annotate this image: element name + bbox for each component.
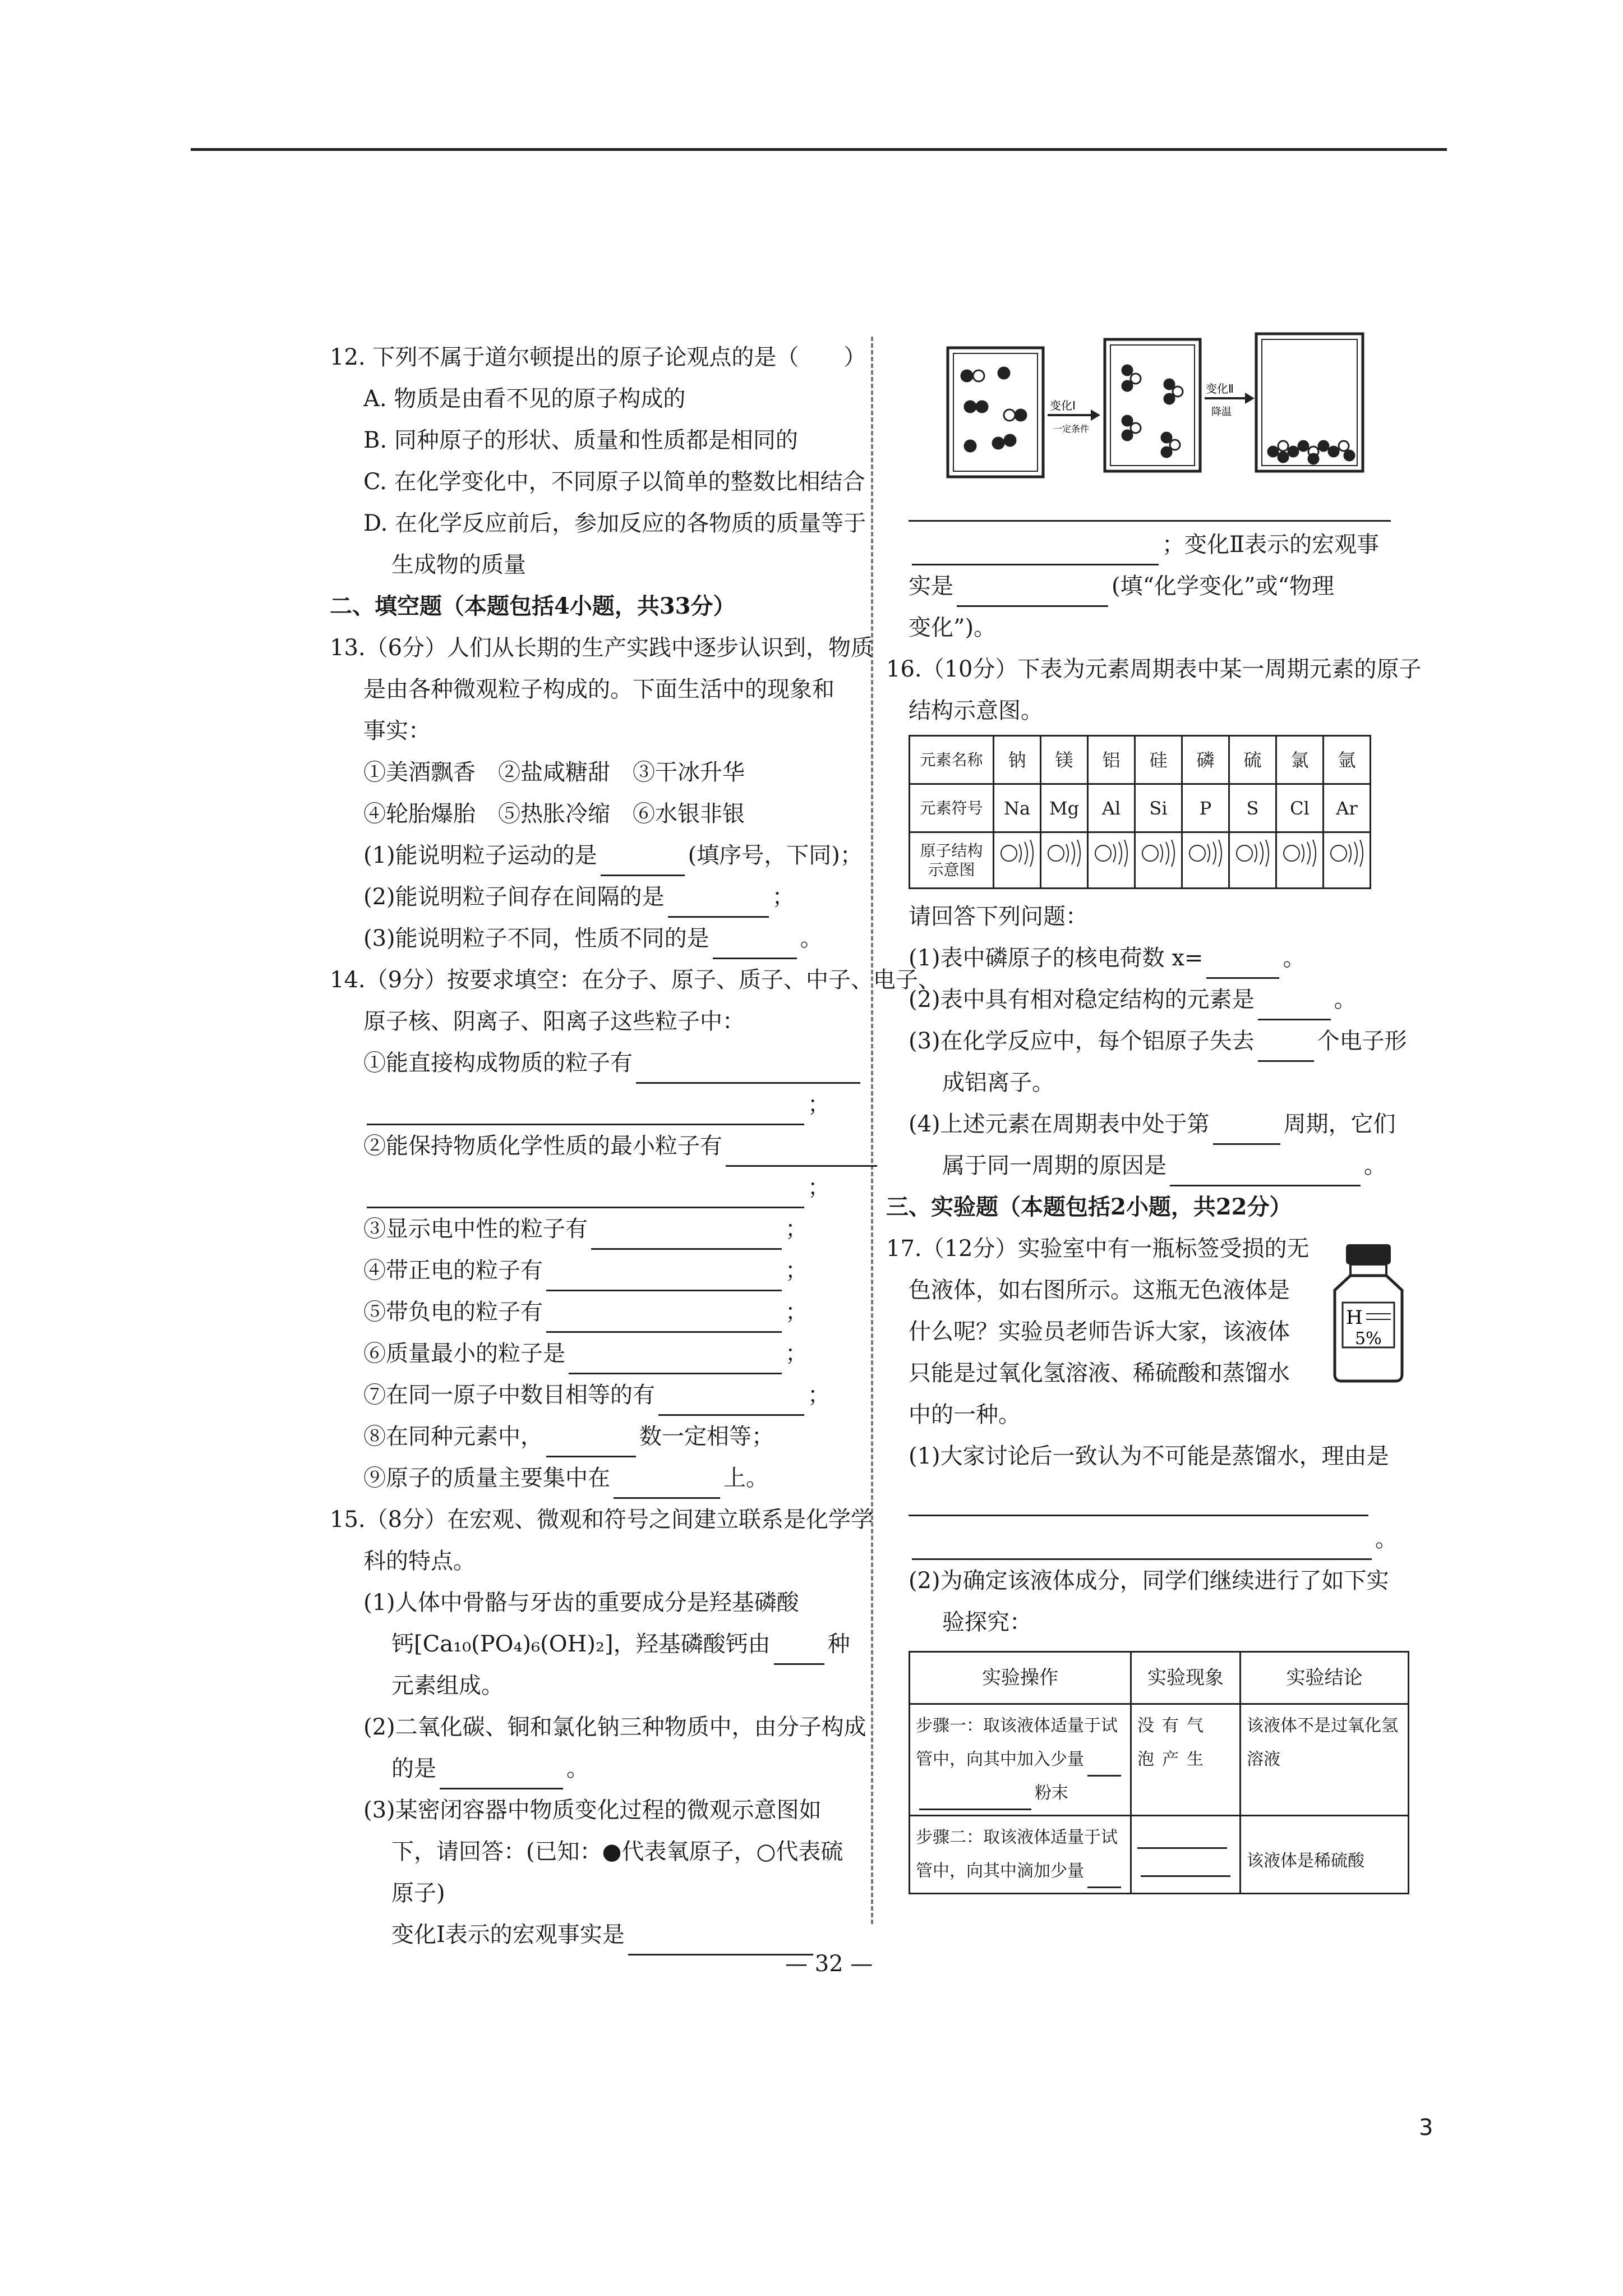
col-header-operation: 实验操作 bbox=[910, 1652, 1131, 1704]
q13-sub-1: (1)能说明粒子运动的是 (填序号，下同)； bbox=[330, 835, 851, 876]
step1-conclusion: 该液体不是过氧化氢溶液 bbox=[1241, 1704, 1409, 1816]
answer-blank[interactable] bbox=[1087, 1754, 1121, 1777]
answer-blank[interactable] bbox=[614, 1473, 720, 1499]
svg-text:变化Ⅱ: 变化Ⅱ bbox=[1206, 382, 1234, 395]
step2-conclusion: 该液体是稀硫酸 bbox=[1241, 1816, 1409, 1894]
q16-sub-4-end: 属于同一周期的原因是 。 bbox=[909, 1145, 1424, 1186]
q15-change2-question: 实是 (填“化学变化”或“物理 bbox=[909, 565, 1424, 607]
answer-blank[interactable] bbox=[912, 540, 1159, 565]
q13-sub-3: (3)能说明粒子不同，性质不同的是 。 bbox=[330, 918, 851, 959]
answer-blank[interactable] bbox=[367, 1099, 804, 1125]
step1-operation: 步骤一：取该液体适量于试 管中，向其中加入少量 粉末 bbox=[910, 1704, 1131, 1816]
q12-stem: 12. 下列不属于道尔顿提出的原子论观点的是（ ） bbox=[330, 344, 866, 370]
q12-option-d-cont: 生成物的质量 bbox=[391, 552, 526, 578]
answer-blank[interactable] bbox=[726, 1141, 877, 1167]
q13-stem-1: 13.（6分）人们从长期的生产实践中逐步认识到，物质 bbox=[330, 635, 874, 661]
q12-option-b: B. 同种原子的形状、质量和性质都是相同的 bbox=[363, 427, 798, 453]
q14-sub-7: ⑦在同一原子中数目相等的有 ； bbox=[330, 1374, 851, 1416]
micro-process-diagram bbox=[909, 325, 1413, 482]
q14-sub-4: ④带正电的粒子有 ； bbox=[330, 1250, 851, 1291]
answer-blank[interactable] bbox=[1141, 1855, 1230, 1877]
atom-structure-diagram bbox=[1229, 832, 1276, 889]
q16-prompt: 请回答下列问题： bbox=[909, 904, 1088, 930]
reagent-bottle-illustration bbox=[1324, 1240, 1413, 1388]
q13-stem-3: 事实： bbox=[363, 718, 431, 744]
q13-sub-2: (2)能说明粒子间存在间隔的是 ； bbox=[330, 876, 851, 918]
q13-stem-2: 是由各种微观粒子构成的。下面生活中的现象和 bbox=[363, 677, 834, 702]
answer-blank[interactable] bbox=[713, 933, 797, 959]
step2-phenomenon bbox=[1131, 1816, 1241, 1894]
q14-sub-3: ③显示电中性的粒子有 ； bbox=[330, 1208, 851, 1250]
q17-sub-2: (2)为确定该液体成分，同学们继续进行了如下实 bbox=[909, 1568, 1389, 1594]
answer-blank[interactable] bbox=[546, 1432, 636, 1457]
q16-sub-3: (3)在化学反应中，每个铝原子失去 个电子形 bbox=[909, 1020, 1424, 1062]
q14-stem-2: 原子核、阴离子、阳离子这些粒子中： bbox=[363, 1009, 745, 1034]
atom-structure-diagram bbox=[1276, 832, 1324, 889]
svg-text:降温: 降温 bbox=[1211, 406, 1232, 418]
element-name: 硅 bbox=[1135, 736, 1182, 784]
q15-sub-1-formula: 钙[Ca₁₀(PO₄)₆(OH)₂]，羟基磷酸钙由 种 bbox=[330, 1623, 851, 1665]
element-symbol: Cl bbox=[1276, 784, 1324, 832]
atom-structure-diagram bbox=[1088, 832, 1135, 889]
answer-blank[interactable] bbox=[658, 1390, 804, 1416]
left-column bbox=[330, 337, 941, 1955]
answer-blank[interactable] bbox=[636, 1058, 860, 1084]
element-symbol: Si bbox=[1135, 784, 1182, 832]
answer-blank[interactable] bbox=[1213, 1119, 1280, 1145]
answer-blank[interactable] bbox=[591, 1224, 782, 1250]
page-number: — 32 — bbox=[785, 1951, 873, 1977]
arrow-change-2 bbox=[1205, 382, 1255, 418]
q16-stem-1: 16.（10分）下表为元素周期表中某一周期元素的原子 bbox=[886, 656, 1422, 682]
bottle-label-percent: 5% bbox=[1355, 1329, 1382, 1349]
right-column bbox=[886, 337, 1424, 1894]
container-before bbox=[948, 348, 1043, 477]
q17-sub-1-line2: 。 bbox=[909, 1519, 1424, 1560]
q15-change2-end: 变化”)。 bbox=[909, 615, 997, 641]
atom-structure-diagram bbox=[1182, 832, 1229, 889]
q14-sub-1-cont: ； bbox=[330, 1084, 851, 1125]
q13-options-2: ④轮胎爆胎 ⑤热胀冷缩 ⑥水银非银 bbox=[363, 801, 745, 827]
row-head-symbol: 元素符号 bbox=[910, 784, 994, 832]
experiment-table bbox=[909, 1651, 1409, 1894]
element-name: 氩 bbox=[1324, 736, 1371, 784]
q14-sub-6: ⑥质量最小的粒子是 ； bbox=[330, 1333, 851, 1374]
atom-structure-diagram bbox=[1135, 832, 1182, 889]
answer-blank[interactable] bbox=[912, 1534, 1372, 1560]
q14-sub-9: ⑨原子的质量主要集中在 上。 bbox=[330, 1457, 851, 1499]
atom-structure-diagram bbox=[1324, 832, 1371, 889]
q14-sub-2-cont: ； bbox=[330, 1167, 851, 1208]
container-after-change-1 bbox=[1105, 339, 1200, 471]
element-symbol: P bbox=[1182, 784, 1229, 832]
answer-blank[interactable] bbox=[957, 581, 1108, 607]
header-rule bbox=[191, 148, 1447, 151]
answer-blank[interactable] bbox=[601, 850, 685, 876]
element-name: 氯 bbox=[1276, 736, 1324, 784]
q15-sub-2: (2)二氧化碳、铜和氯化钠三种物质中，由分子构成 bbox=[363, 1714, 866, 1740]
bottle-label-text: H bbox=[1346, 1306, 1363, 1329]
atom-structure-diagram bbox=[994, 832, 1041, 889]
answer-blank[interactable] bbox=[774, 1639, 824, 1665]
element-name: 铝 bbox=[1088, 736, 1135, 784]
q14-stem-1: 14.（9分）按要求填空：在分子、原子、质子、中子、电子、 bbox=[330, 967, 941, 993]
container-after-change-2 bbox=[1256, 334, 1363, 471]
arrow-change-1 bbox=[1048, 399, 1100, 434]
answer-blank[interactable] bbox=[440, 1764, 563, 1789]
q12-option-a: A. 物质是由看不见的原子构成的 bbox=[363, 386, 686, 412]
row-head-name: 元素名称 bbox=[910, 736, 994, 784]
row-head-structure: 原子结构示意图 bbox=[910, 832, 994, 889]
element-symbol: Al bbox=[1088, 784, 1135, 832]
q16-sub-2: (2)表中具有相对稳定结构的元素是 。 bbox=[909, 979, 1424, 1020]
atom-structure-diagram bbox=[1041, 832, 1088, 889]
section-3-heading: 三、实验题（本题包括2小题，共22分） bbox=[886, 1194, 1292, 1220]
q14-sub-8: ⑧在同种元素中， 数一定相等； bbox=[330, 1416, 851, 1457]
q17-stem-1: 17.（12分）实验室中有一瓶标签受损的无 bbox=[886, 1236, 1310, 1262]
q15-sub-2-end: 的是 。 bbox=[330, 1748, 851, 1789]
answer-blank[interactable] bbox=[919, 1788, 1031, 1810]
answer-blank[interactable] bbox=[546, 1307, 782, 1333]
answer-blank[interactable] bbox=[1206, 953, 1279, 979]
answer-blank[interactable] bbox=[1087, 1866, 1121, 1888]
element-name: 钠 bbox=[994, 736, 1041, 784]
col-header-phenomenon: 实验现象 bbox=[1131, 1652, 1241, 1704]
answer-blank[interactable] bbox=[546, 1266, 782, 1291]
q16-sub-3-end: 成铝离子。 bbox=[942, 1070, 1054, 1096]
q15-stem-1: 15.（8分）在宏观、微观和符号之间建立联系是化学学 bbox=[330, 1507, 874, 1533]
q15-change1-question: 变化Ⅰ表示的宏观事实是 bbox=[330, 1914, 851, 1955]
q15-change1-end: ；变化Ⅱ表示的宏观事 bbox=[909, 524, 1424, 565]
q15-sub-1: (1)人体中骨骼与牙齿的重要成分是羟基磷酸 bbox=[363, 1590, 799, 1616]
q17-stem-2: 色液体，如右图所示。这瓶无色液体是 bbox=[909, 1277, 1290, 1303]
q15-stem-2: 科的特点。 bbox=[363, 1548, 476, 1574]
element-symbol: Ar bbox=[1324, 784, 1371, 832]
element-symbol: Na bbox=[994, 784, 1041, 832]
answer-blank[interactable] bbox=[367, 1182, 804, 1208]
q15-sub-3: (3)某密闭容器中物质变化过程的微观示意图如 bbox=[363, 1797, 822, 1823]
q17-stem-5: 中的一种。 bbox=[909, 1402, 1021, 1428]
svg-text:一定条件: 一定条件 bbox=[1053, 424, 1090, 434]
answer-blank[interactable] bbox=[1170, 1161, 1361, 1186]
element-name: 镁 bbox=[1041, 736, 1088, 784]
answer-line[interactable] bbox=[909, 493, 1391, 522]
q16-sub-4: (4)上述元素在周期表中处于第 周期，它们 bbox=[909, 1103, 1424, 1145]
periodic-table bbox=[909, 735, 1371, 889]
answer-blank[interactable] bbox=[1137, 1826, 1227, 1849]
answer-blank[interactable] bbox=[1258, 1036, 1314, 1062]
q17-sub-2-end: 验探究： bbox=[942, 1609, 1032, 1635]
section-2-heading: 二、填空题（本题包括4小题，共33分） bbox=[330, 593, 736, 619]
q16-stem-2: 结构示意图。 bbox=[909, 698, 1043, 724]
q15-sub-3-note-end: 原子) bbox=[391, 1880, 445, 1906]
q15-sub-1-end: 元素组成。 bbox=[391, 1673, 504, 1699]
q14-sub-5: ⑤带负电的粒子有 ； bbox=[330, 1291, 851, 1333]
col-header-conclusion: 实验结论 bbox=[1241, 1652, 1409, 1704]
q14-sub-2: ②能保持物质化学性质的最小粒子有 bbox=[330, 1125, 851, 1167]
element-name: 硫 bbox=[1229, 736, 1276, 784]
q13-options-1: ①美酒飘香 ②盐咸糖甜 ③干冰升华 bbox=[363, 760, 745, 785]
step1-phenomenon: 没有气泡产生 bbox=[1131, 1704, 1241, 1816]
step2-operation: 步骤二：取该液体适量于试 管中，向其中滴加少量 bbox=[910, 1816, 1131, 1894]
element-name: 磷 bbox=[1182, 736, 1229, 784]
q17-sub-1: (1)大家讨论后一致认为不可能是蒸馏水，理由是 bbox=[909, 1443, 1389, 1469]
svg-text:变化Ⅰ: 变化Ⅰ bbox=[1050, 399, 1076, 412]
q15-sub-3-note: 下，请回答：(已知：●代表氧原子，○代表硫 bbox=[391, 1839, 843, 1865]
q14-sub-1: ①能直接构成物质的粒子有 bbox=[330, 1042, 851, 1084]
q12-option-c: C. 在化学变化中，不同原子以简单的整数比相结合 bbox=[363, 469, 865, 495]
answer-blank[interactable] bbox=[1258, 995, 1331, 1020]
q16-sub-1: (1)表中磷原子的核电荷数 x= 。 bbox=[909, 937, 1424, 979]
q17-stem-4: 只能是过氧化氢溶液、稀硫酸和蒸馏水 bbox=[909, 1360, 1290, 1386]
q17-stem-3: 什么呢？实验员老师告诉大家，该液体 bbox=[909, 1319, 1290, 1345]
answer-line[interactable] bbox=[909, 1487, 1368, 1516]
answer-blank[interactable] bbox=[569, 1349, 782, 1374]
q12-option-d: D. 在化学反应前后，参加反应的各物质的质量等于 bbox=[363, 510, 866, 536]
element-symbol: Mg bbox=[1041, 784, 1088, 832]
corner-page-number: 3 bbox=[1419, 2115, 1433, 2141]
element-symbol: S bbox=[1229, 784, 1276, 832]
answer-blank[interactable] bbox=[668, 892, 769, 918]
